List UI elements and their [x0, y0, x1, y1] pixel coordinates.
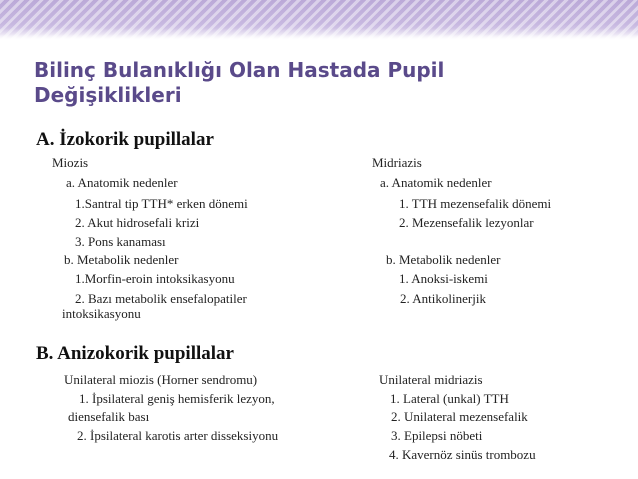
unilateral-midriazis-item-3: 3. Epilepsi nöbeti	[391, 428, 483, 443]
unilateral-midriazis-header: Unilateral midriazis	[379, 372, 483, 387]
section-a-heading: A. İzokorik pupillalar	[36, 129, 214, 150]
unilateral-miozis-item-1-cont: diensefalik bası	[68, 409, 150, 424]
midriazis-header: Midriazis	[372, 155, 422, 170]
slide-title-line-2: Değişiklikleri	[34, 83, 182, 107]
miozis-anatomic-item-1: 1.Santral tip TTH* erken dönemi	[75, 196, 248, 211]
unilateral-midriazis-item-4: 4. Kavernöz sinüs trombozu	[389, 447, 536, 462]
miozis-metabolic-item-1: 1.Morfin-eroin intoksikasyonu	[75, 271, 235, 286]
midriazis-anatomic-item-2: 2. Mezensefalik lezyonlar	[399, 215, 534, 230]
unilateral-midriazis-item-2: 2. Unilateral mezensefalik	[391, 409, 528, 424]
miozis-anatomic-item-2: 2. Akut hidrosefali krizi	[75, 215, 200, 230]
unilateral-miozis-header: Unilateral miozis (Horner sendromu)	[64, 372, 258, 387]
section-b-heading: B. Anizokorik pupillalar	[36, 343, 234, 364]
header-band-fade	[0, 28, 638, 42]
midriazis-anatomic-subheader: a. Anatomik nedenler	[380, 175, 492, 190]
miozis-metabolic-subheader: b. Metabolik nedenler	[64, 252, 179, 267]
midriazis-metabolic-item-1: 1. Anoksi-iskemi	[399, 271, 488, 286]
miozis-anatomic-item-3: 3. Pons kanaması	[75, 234, 166, 249]
slide-title-line-1: Bilinç Bulanıklığı Olan Hastada Pupil	[34, 58, 445, 82]
unilateral-midriazis-item-1: 1. Lateral (unkal) TTH	[390, 391, 509, 406]
slide-title	[34, 58, 554, 108]
unilateral-miozis-item-1: 1. İpsilateral geniş hemisferik lezyon,	[79, 391, 275, 406]
miozis-metabolic-item-2: 2. Bazı metabolik ensefalopatiler	[75, 291, 247, 306]
midriazis-metabolic-subheader: b. Metabolik nedenler	[386, 252, 501, 267]
midriazis-anatomic-item-1: 1. TTH mezensefalik dönemi	[399, 196, 552, 211]
miozis-metabolic-item-2-cont: intoksikasyonu	[62, 306, 141, 321]
miozis-anatomic-subheader: a. Anatomik nedenler	[66, 175, 178, 190]
unilateral-miozis-item-2: 2. İpsilateral karotis arter disseksiyonu	[77, 428, 279, 443]
midriazis-metabolic-item-2: 2. Antikolinerjik	[400, 291, 486, 306]
miozis-header: Miozis	[52, 155, 89, 170]
